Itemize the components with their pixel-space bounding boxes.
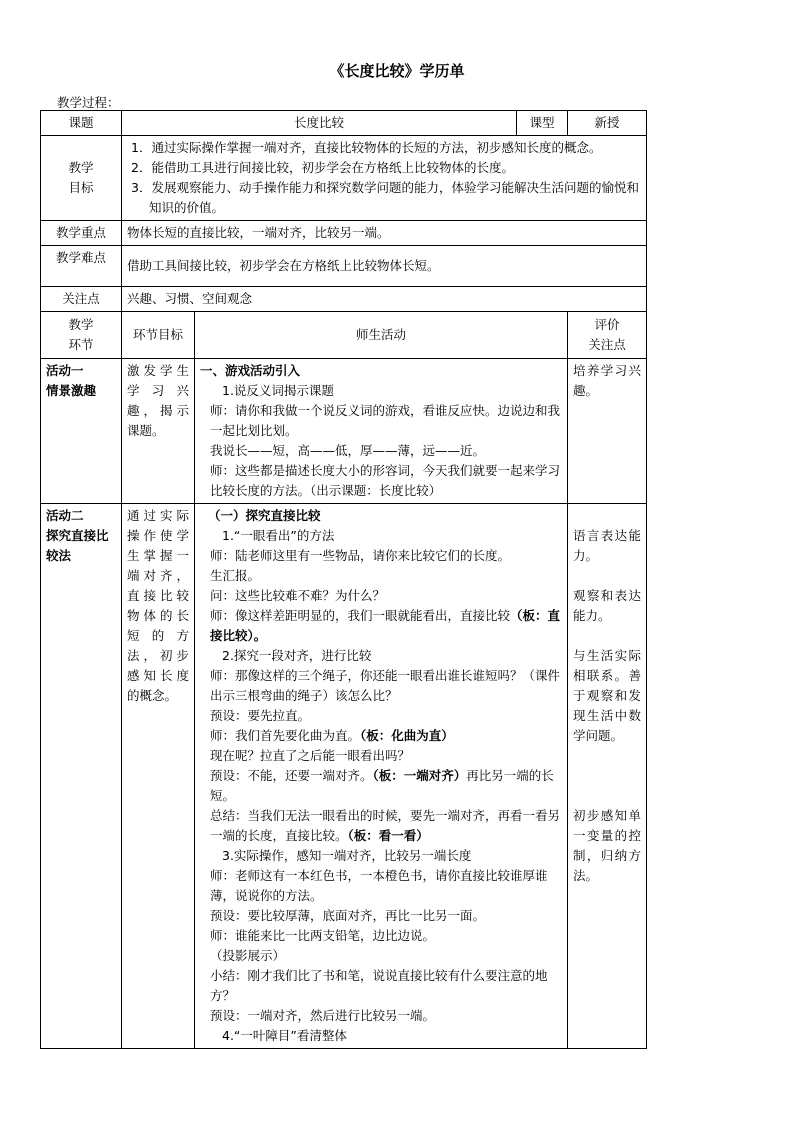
key-point-row: [41, 221, 647, 246]
activity2-line: 师：那像这样的三个绳子，你还能一眼看出谁长谁短吗？（课件出示三根弯曲的绳子）该怎么比？: [210, 668, 561, 703]
difficulty-row: [41, 246, 647, 287]
eval-note: 初步感知单一变量的控制，归纳方法。: [573, 808, 642, 883]
col-step-line1: 教学: [68, 317, 94, 332]
activity2-line: 师：谁能来比一比两支铅笔，边比边说。: [210, 928, 436, 943]
goals-row: [41, 136, 647, 221]
focus-label: 关注点: [41, 287, 122, 312]
board-note: （板：一端对齐）: [372, 768, 467, 783]
activity2-line: 预设：要比较厚薄，底面对齐，再比一比另一面。: [210, 908, 486, 923]
eval-note: 与生活实际相联系。善于观察和发现生活中数学问题。: [573, 648, 642, 743]
activity2-heading: （一）探究直接比较: [208, 508, 321, 523]
goal-item: 3．发展观察能力、动手操作能力和探究数学问题的能力，体验学习能解决生活问题的愉悦和知识的价值。: [131, 180, 639, 215]
focus-row: [41, 287, 647, 312]
activity2-line: 师：陆老师这里有一些物品，请你来比较它们的长度。: [210, 548, 511, 563]
activity2-text: 师：我们首先要化曲为直。: [210, 728, 361, 743]
activity2-line: 预设：一端对齐，然后进行比较另一端。: [210, 1008, 436, 1023]
goals-label-line1: 教学: [68, 160, 94, 175]
col-step-line2: 环节: [68, 337, 94, 352]
goals-list: [127, 138, 641, 218]
activity1-line: 师：请你和我做一个说反义词的游戏，看谁反应快。边说边和我一起比划比划。: [210, 403, 561, 438]
activity2-name-line2: 探究直接比较法: [46, 528, 109, 563]
activity2-row: [41, 504, 647, 1049]
goal-item: 2．能借助工具进行间接比较，初步学会在方格纸上比较物体的长度。: [131, 160, 514, 175]
lesson-plan-table: [40, 110, 647, 1049]
activity2-line: 小结：刚才我们比了书和笔，说说直接比较有什么要注意的地方？: [210, 968, 548, 1003]
col-step-header: [41, 312, 122, 359]
eval-note: 观察和表达能力。: [573, 588, 642, 623]
activity1-line: 师：这些都是描述长度大小的形容词，今天我们就要一起来学习比较长度的方法。（出示课题：长度比较）: [210, 463, 561, 498]
activity1-content: [195, 359, 568, 504]
activity1-name-line2: 情景激趣: [46, 383, 97, 398]
activity2-text: 总结：当我们无法一眼看出的时候，要先一端对齐，再看一看另一端的长度，直接比较。: [210, 808, 561, 843]
document-title: 《长度比较》学历单: [329, 62, 465, 80]
activity2-line: （投影展示）: [210, 948, 286, 963]
activity2-step: [41, 504, 122, 1049]
activity1-goal: 激发学生学习兴趣，揭示课题。: [122, 359, 195, 504]
activity2-subheading: 3.实际操作，感知一端对齐，比较另一端长度: [222, 848, 472, 863]
difficulty-label: 教学难点: [41, 246, 122, 287]
activity2-subheading: 4.“一叶障目”看清整体: [222, 1028, 347, 1043]
eval-note: 语言表达能力。: [573, 528, 642, 563]
activity2-subheading: 2.探究一段对齐，进行比较: [222, 648, 372, 663]
activity1-row: [41, 359, 647, 504]
focus-value: 兴趣、习惯、空间观念: [122, 287, 647, 312]
activity2-line: 师：老师这有一本红色书，一本橙色书，请你直接比较谁厚谁薄，说说你的方法。: [210, 868, 548, 903]
col-eval-line1: 评价: [594, 317, 620, 332]
goals-label: [41, 136, 122, 221]
activity2-content: [195, 504, 568, 1049]
type-label: 课型: [517, 111, 568, 136]
goals-content: [122, 136, 647, 221]
activity2-goal: 通过实际操作使学生掌握一端对齐，直接比较物体的长短的方法，初步感知长度的概念。: [122, 504, 195, 1049]
activity1-step: [41, 359, 122, 504]
key-point-label: 教学重点: [41, 221, 122, 246]
col-eval-header: [568, 312, 647, 359]
activity2-line: [200, 726, 562, 746]
activity2-name-line1: 活动二: [46, 508, 84, 523]
activity2-subheading: 1.“一眼看出”的方法: [222, 528, 335, 543]
activity2-text: 预设：不能，还要一端对齐。: [210, 768, 373, 783]
goals-label-line2: 目标: [68, 180, 94, 195]
col-activity-header: 师生活动: [195, 312, 568, 359]
topic-value: 长度比较: [122, 111, 517, 136]
goal-item: 1．通过实际操作掌握一端对齐，直接比较物体的长短的方法，初步感知长度的概念。: [131, 140, 602, 155]
activity2-line: 现在呢？拉直了之后能一眼看出吗？: [210, 748, 411, 763]
activity1-line: 1.说反义词揭示课题: [222, 383, 334, 398]
activity1-eval: 培养学习兴趣。: [568, 359, 647, 504]
topic-label: 课题: [41, 111, 122, 136]
activity2-text: 师：像这样差距明显的，我们一眼就能看出，直接比较: [210, 608, 511, 623]
process-label: 教学过程：: [57, 95, 120, 110]
activity2-line: 问：这些比较难不难？为什么？: [210, 588, 386, 603]
activity2-line: 预设：要先拉直。: [210, 708, 311, 723]
board-note: （板：直接比较）。: [210, 608, 561, 643]
col-eval-line2: 关注点: [588, 337, 626, 352]
activity2-line: [200, 606, 562, 646]
difficulty-value: 借助工具间接比较，初步学会在方格纸上比较物体长短。: [122, 246, 647, 287]
activity2-line: [200, 806, 562, 846]
activity2-line: [200, 766, 562, 806]
activity1-heading: 一、游戏活动引入: [200, 363, 301, 378]
board-note: （板：看一看）: [347, 828, 429, 843]
activity1-name-line1: 活动一: [46, 363, 84, 378]
key-point-value: 物体长短的直接比较，一端对齐，比较另一端。: [122, 221, 647, 246]
topic-row: [41, 111, 647, 136]
activity2-text: 再比另一端的长短。: [210, 768, 554, 803]
activity2-line: 生汇报。: [210, 568, 261, 583]
type-value: 新授: [568, 111, 647, 136]
col-goal-header: 环节目标: [122, 312, 195, 359]
activity1-line: 我说长——短，高——低，厚——薄，远——近。: [210, 443, 486, 458]
column-header-row: [41, 312, 647, 359]
activity2-eval: [568, 504, 647, 1049]
board-note: （板：化曲为直）: [360, 728, 454, 743]
